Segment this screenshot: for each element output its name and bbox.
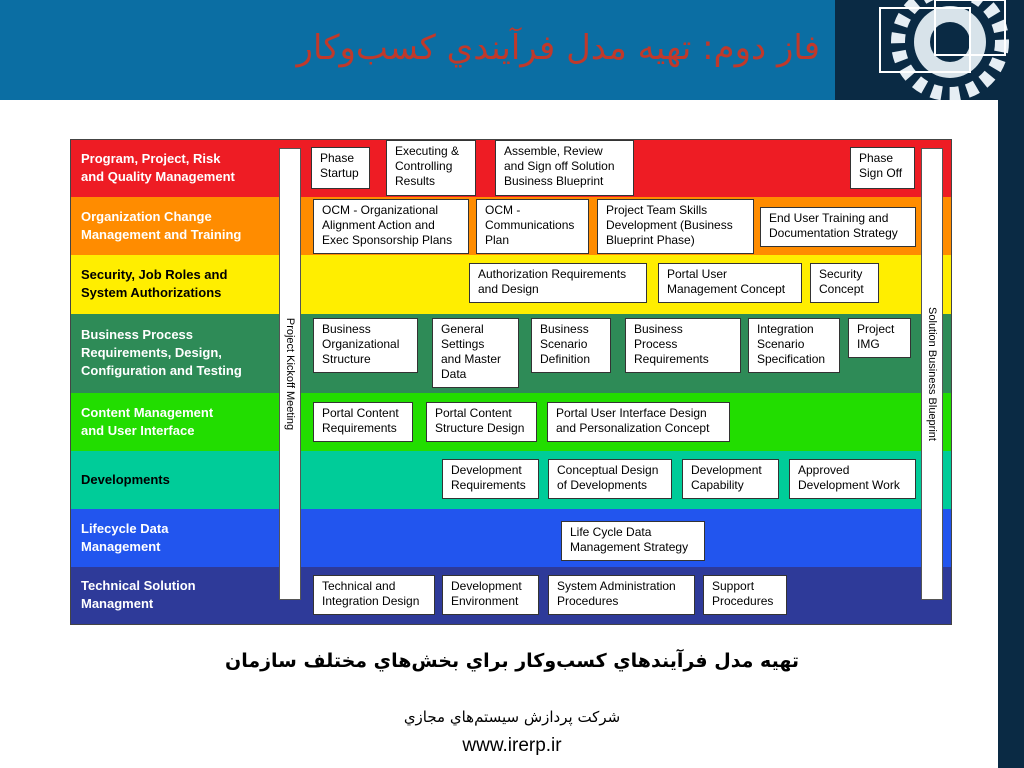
solution-blueprint-label: Solution Business Blueprint — [926, 307, 938, 441]
company-name: شركت پردازش سيستم‌هاي مجازي — [403, 708, 621, 726]
box-development-capability: Development Capability — [682, 459, 779, 499]
box-portal-user-management: Portal User Management Concept — [658, 263, 802, 303]
band-label: Content Management and User Interface — [81, 405, 214, 438]
band-label: Security, Job Roles and System Authorizations — [81, 267, 228, 300]
box-lifecycle-data-strategy: Life Cycle Data Management Strategy — [561, 521, 705, 561]
project-kickoff-label: Project Kickoff Meeting — [284, 317, 296, 431]
box-end-user-training: End User Training and Documentation Strategy — [760, 207, 916, 247]
box-portal-content-requirements: Portal Content Requirements — [313, 402, 413, 442]
band-label: Program, Project, Risk and Quality Management — [81, 151, 235, 184]
box-ocm-alignment: OCM - Organizational Alignment Action and Exec Sponsorship Plans — [313, 199, 469, 254]
band-label: Organization Change Management and Training — [81, 209, 242, 242]
box-development-environment: Development Environment — [442, 575, 539, 615]
box-business-process-requirements: Business Process Requirements — [625, 318, 741, 373]
box-conceptual-design: Conceptual Design of Developments — [548, 459, 672, 499]
band-label: Developments — [81, 472, 170, 487]
website-link[interactable]: www.irerp.ir — [462, 735, 562, 756]
box-technical-integration-design: Technical and Integration Design — [313, 575, 435, 615]
box-phase-startup: Phase Startup — [311, 147, 370, 189]
project-kickoff-bar — [279, 148, 301, 600]
box-system-administration: System Administration Procedures — [548, 575, 695, 615]
slide-title: فاز دوم: تهيه مدل فرآيندي كسب‌وكار — [296, 28, 820, 68]
band-label: Business Process Requirements, Design, Configuration and Testing — [81, 327, 242, 378]
box-portal-ui-design: Portal User Interface Design and Personalization Concept — [547, 402, 730, 442]
band-lifecycle-data — [71, 509, 951, 567]
box-phase-signoff: Phase Sign Off — [850, 147, 915, 189]
box-assemble-review: Assemble, Review and Sign off Solution Business Blueprint — [495, 140, 634, 196]
box-security-concept: Security Concept — [810, 263, 879, 303]
box-project-team-skills: Project Team Skills Development (Business Blueprint Phase) — [597, 199, 754, 254]
box-business-scenario: Business Scenario Definition — [531, 318, 611, 373]
band-label: Lifecycle Data Management — [81, 521, 169, 554]
process-diagram — [70, 139, 952, 625]
box-general-settings: General Settings and Master Data — [432, 318, 519, 388]
box-business-org-structure: Business Organizational Structure — [313, 318, 418, 373]
box-support-procedures: Support Procedures — [703, 575, 787, 615]
gear-decoration — [835, 0, 1024, 100]
box-ocm-communications: OCM - Communications Plan — [476, 199, 589, 254]
gear-icon — [835, 0, 1024, 100]
band-label: Technical Solution Managment — [81, 578, 196, 611]
box-development-requirements: Development Requirements — [442, 459, 539, 499]
box-project-img: Project IMG — [848, 318, 911, 358]
box-portal-content-structure: Portal Content Structure Design — [426, 402, 537, 442]
solution-blueprint-bar — [921, 148, 943, 600]
box-authorization-requirements: Authorization Requirements and Design — [469, 263, 647, 303]
slide-caption: تهيه مدل فرآيندهاي كسب‌وكار براي بخش‌هاي مختلف سازمان — [224, 650, 800, 672]
box-executing-controlling: Executing & Controlling Results — [386, 140, 476, 196]
box-approved-development: Approved Development Work — [789, 459, 916, 499]
box-integration-scenario: Integration Scenario Specification — [748, 318, 840, 373]
